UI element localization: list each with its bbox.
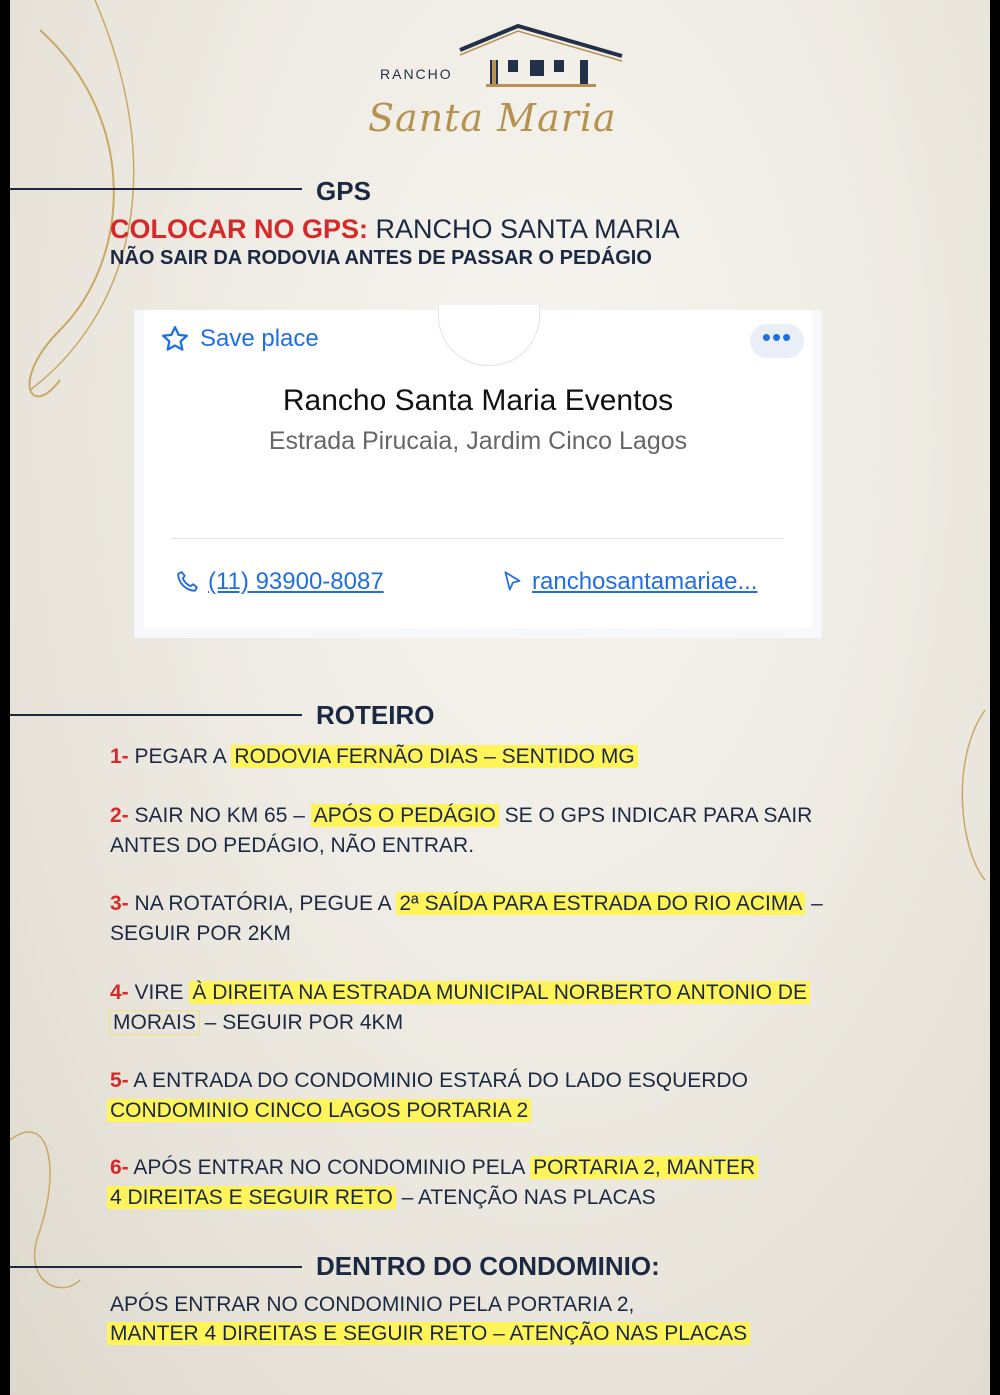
save-place-label: Save place <box>200 325 319 352</box>
left-border <box>0 0 10 1395</box>
more-options-button[interactable]: ••• <box>750 324 804 358</box>
step-text: A ENTRADA DO CONDOMINIO ESTARÁ DO LADO ESQUERDO <box>133 1069 748 1092</box>
gps-instruction <box>110 214 680 245</box>
logo-rancho-text: RANCHO <box>380 66 453 82</box>
phone-link[interactable] <box>174 568 384 596</box>
step-highlight: CONDOMINIO CINCO LAGOS PORTARIA 2 <box>107 1099 531 1122</box>
dentro-highlight: MANTER 4 DIREITAS E SEGUIR RETO – ATENÇÃO NAS PLACAS <box>107 1322 750 1345</box>
step-3 <box>110 892 823 916</box>
step-highlight: APÓS O PEDÁGIO <box>311 804 499 827</box>
cursor-icon <box>500 568 526 596</box>
step-number: 4- <box>110 981 129 1004</box>
right-border <box>990 0 1000 1395</box>
step-6 <box>110 1156 758 1180</box>
roteiro-divider <box>10 714 302 716</box>
gps-divider <box>10 188 302 190</box>
step-2 <box>110 804 812 828</box>
step-text-cont: – ATENÇÃO NAS PLACAS <box>395 1186 656 1209</box>
step-text-cont: – SEGUIR POR 4KM <box>198 1011 404 1034</box>
website-link[interactable] <box>500 568 757 596</box>
step-4 <box>110 981 810 1005</box>
card-divider <box>172 538 784 539</box>
place-address: Estrada Pirucaia, Jardim Cinco Lagos <box>268 427 688 455</box>
step-1 <box>110 745 638 769</box>
step-text: NA ROTATÓRIA, PEGUE A <box>134 892 397 915</box>
place-card <box>134 310 822 638</box>
save-place-button[interactable] <box>160 324 319 354</box>
step-5-line2 <box>107 1099 531 1123</box>
step-number: 6- <box>110 1156 129 1179</box>
step-highlight: 4 DIREITAS E SEGUIR RETO <box>107 1186 396 1209</box>
step-6-line2 <box>107 1186 656 1210</box>
step-number: 1- <box>110 745 129 768</box>
gps-label: COLOCAR NO GPS: <box>110 214 369 244</box>
step-highlight: RODOVIA FERNÃO DIAS – SENTIDO MG <box>231 745 637 768</box>
step-highlight: MORAIS <box>110 1011 199 1034</box>
step-text-cont: SE O GPS INDICAR PARA SAIR <box>498 804 813 827</box>
step-text: APÓS ENTRAR NO CONDOMINIO PELA <box>133 1156 531 1179</box>
step-highlight: À DIREITA NA ESTRADA MUNICIPAL NORBERTO ANTONIO DE <box>189 981 810 1004</box>
phone-number: (11) 93900-8087 <box>208 568 384 595</box>
gps-value: RANCHO SANTA MARIA <box>375 214 680 244</box>
step-2-line2: ANTES DO PEDÁGIO, NÃO ENTRAR. <box>110 834 475 857</box>
place-card-body <box>144 310 812 628</box>
dentro-title: DENTRO DO CONDOMINIO: <box>316 1251 660 1281</box>
step-text: PEGAR A <box>134 745 232 768</box>
step-3-line2: SEGUIR POR 2KM <box>110 922 291 945</box>
step-number: 3- <box>110 892 129 915</box>
roteiro-title: ROTEIRO <box>316 700 435 730</box>
step-4-line2 <box>110 1011 403 1035</box>
step-text: VIRE <box>134 981 190 1004</box>
logo-script-text: Santa Maria <box>368 96 617 140</box>
step-highlight: 2ª SAÍDA PARA ESTRADA DO RIO ACIMA <box>396 892 805 915</box>
step-highlight: PORTARIA 2, MANTER <box>530 1156 758 1179</box>
phone-icon <box>174 568 202 596</box>
dentro-divider <box>10 1266 302 1268</box>
step-text-cont: – <box>805 892 823 915</box>
dentro-line-2 <box>107 1322 750 1346</box>
star-icon <box>160 324 190 354</box>
step-text: SAIR NO KM 65 – <box>134 804 311 827</box>
gps-warning: NÃO SAIR DA RODOVIA ANTES DE PASSAR O PEDÁGIO <box>110 247 652 269</box>
place-favicon <box>438 305 540 366</box>
rancho-logo <box>360 20 640 165</box>
step-number: 5- <box>110 1069 129 1092</box>
dentro-line-1: APÓS ENTRAR NO CONDOMINIO PELA PORTARIA 2, <box>110 1293 635 1316</box>
step-number: 2- <box>110 804 129 827</box>
website-url: ranchosantamariae... <box>532 568 758 595</box>
place-name: Rancho Santa Maria Eventos <box>282 384 674 417</box>
step-5 <box>110 1069 748 1093</box>
gps-title: GPS <box>316 176 371 206</box>
house-icon <box>456 20 626 90</box>
